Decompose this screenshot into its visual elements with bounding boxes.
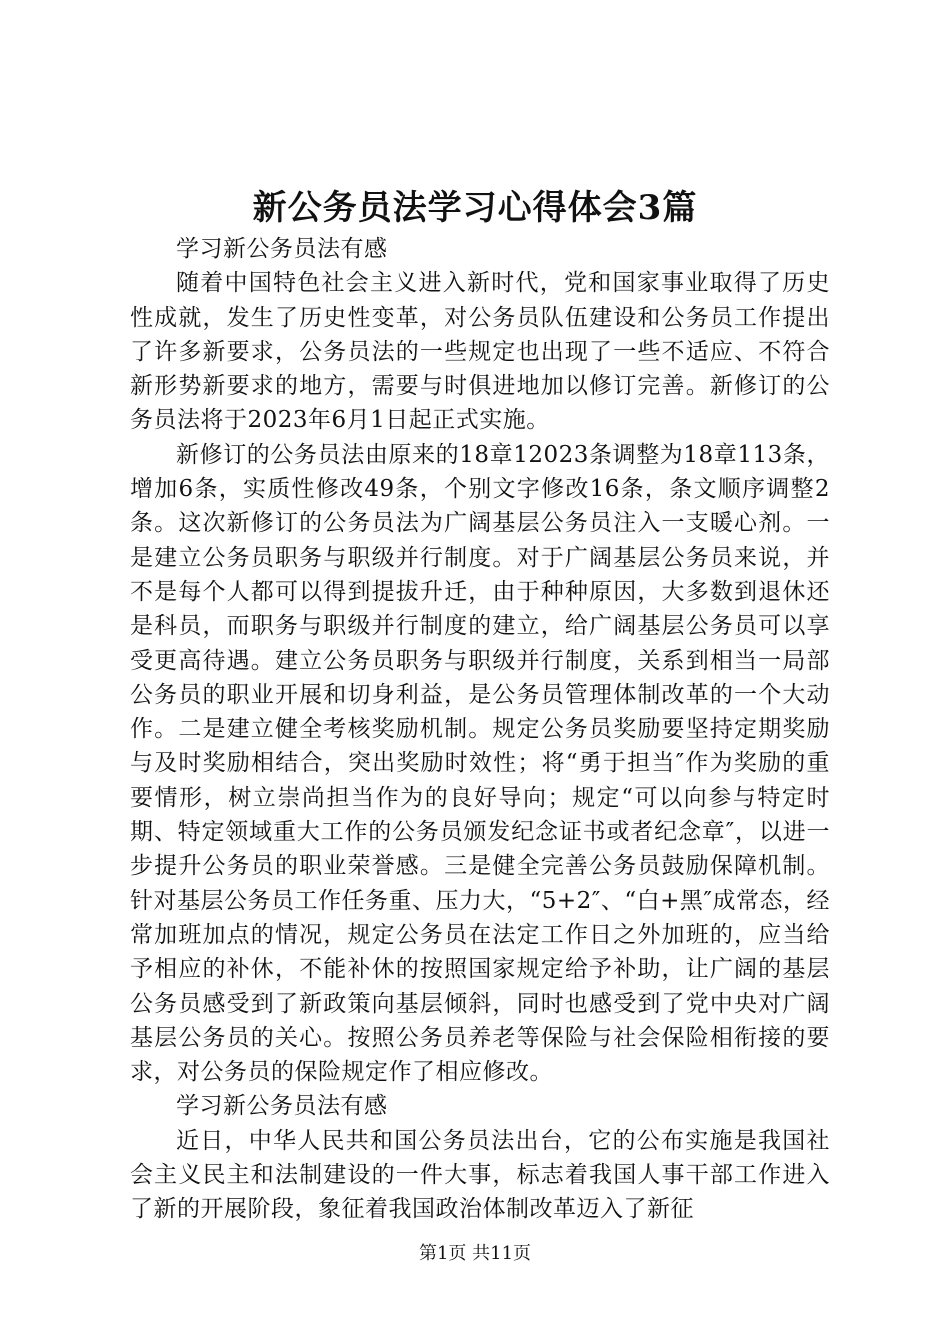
section-heading: 学习新公务员法有感 [176,236,388,262]
paragraph: 近日，中华人民共和国公务员法出台，它的公布实施是我国社会主义民主和法制建设的一件大事，标志着我国人事干部工作进入了新的开展阶段，象征着我国政治体制改革迈入了新征 [130,1127,830,1223]
section-heading: 学习新公务员法有感 [176,1093,388,1120]
paragraph: 随着中国特色社会主义进入新时代，党和国家事业取得了历史性成就，发生了历史性变革，对公务员队伍建设和公务员工作提出了许多新要求，公务员法的一些规定也出现了一些不适应、不符合新形势新要求的地方，需要与时俱进地加以修订完善。新修订的公务员法将于2023年6月1日起正式实施。 [130,270,830,434]
page-number-footer: 第1页 共11页 [418,1243,532,1264]
paragraph: 新修订的公务员法由原来的18章12023条调整为18章113条，增加6条，实质性修改49条，个别文字修改16条，条文顺序调整2条。这次新修订的公务员法为广阔基层公务员注入一支暖心剂。一是建立公务员职务与职级并行制度。对于广阔基层公务员来说，并不是每个人都可以得到提拔升迁，由于种种原因，大多数到退休还是科员，而职务与职级并行制度的建立，给广阔基层公务员可以享受更高待遇。建立公务员职务与职级并行制度，关系到相当一局部公务员的职业开展和切身利益，是公务员管理体制改革的一个大动作。二是建立健全考核奖励机制。规定公务员奖励要坚持定期奖励与及时奖励相结合，突出奖励时效性；将“勇于担当″作为奖励的重要情形，树立崇尚担当作为的良好导向；规定“可以向参与特定时期、特定领域重大工作的公务员颁发纪念证书或者纪念章″，以进一步提升公务员的职业荣誉感。三是健全完善公务员鼓励保障机制。针对基层公务员工作任务重、压力大，“5+2″、“白+黑″成常态，经常加班加点的情况，规定公务员在法定工作日之外加班的，应当给予相应的补休，不能补休的按照国家规定给予补助，让广阔的基层公务员感受到了新政策向基层倾斜，同时也感受到了党中央对广阔基层公务员的关心。按照公务员养老等保险与社会保险相衔接的要求，对公务员的保险规定作了相应修改。 [130,441,831,1086]
document-title: 新公务员法学习心得体会3篇 [252,188,698,228]
document-body [130,232,830,1227]
